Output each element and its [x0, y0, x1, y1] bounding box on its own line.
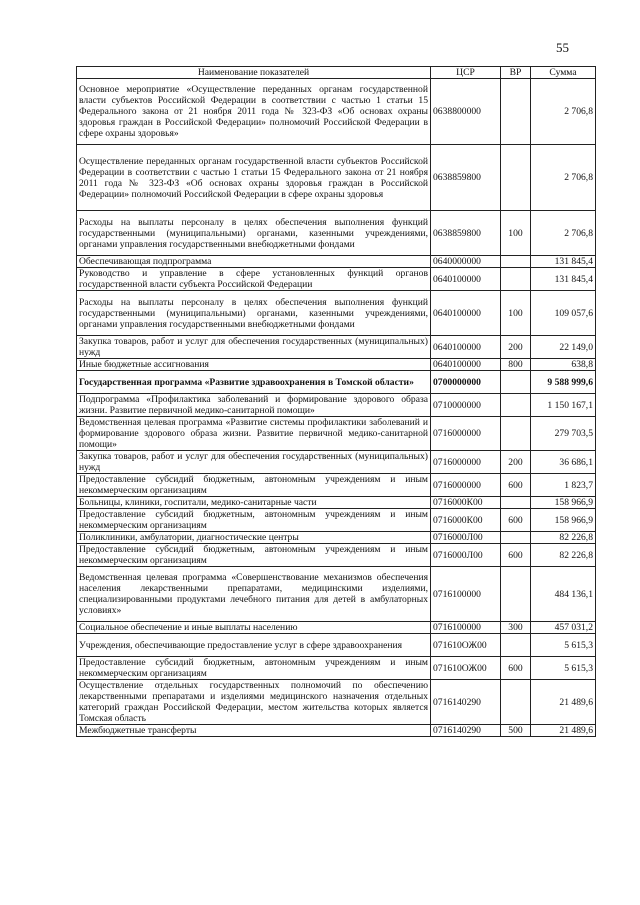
- row-sum: 2 706,8: [531, 79, 596, 145]
- row-csr: 0716000000: [431, 474, 501, 497]
- row-csr: 0638859800: [431, 145, 501, 211]
- row-sum: 82 226,8: [531, 532, 596, 544]
- row-sum: 21 489,6: [531, 680, 596, 725]
- table-row: [77, 336, 596, 359]
- row-vr: 600: [501, 657, 531, 680]
- row-name: Социальное обеспечение и иные выплаты населению: [77, 622, 431, 634]
- row-name: Предоставление субсидий бюджетным, автономным учреждениям и иным некоммерческим организациям: [77, 509, 431, 532]
- row-name: Осуществление переданных органам государственной власти субъектов Российской Федерации в соответствии с частью 1 статьи 15 Федерального закона от 21 ноября 2011 года № 323-ФЗ «Об основах охраны здоровья граждан в Российской Федерации» полномочий Российской Федерации в сфере охраны здоровья: [77, 145, 431, 211]
- row-vr: [501, 680, 531, 725]
- header-sum: Сумма: [531, 67, 596, 79]
- row-name: Закупка товаров, работ и услуг для обеспечения государственных (муниципальных) нужд: [77, 451, 431, 474]
- table-header-row: [77, 67, 596, 79]
- table-row: [77, 532, 596, 544]
- table-row: [77, 657, 596, 680]
- table-row: [77, 474, 596, 497]
- table-row: [77, 497, 596, 509]
- row-sum: 638,8: [531, 359, 596, 371]
- table-row: [77, 79, 596, 145]
- row-csr: 0716100000: [431, 622, 501, 634]
- row-vr: 500: [501, 725, 531, 737]
- row-vr: 800: [501, 359, 531, 371]
- row-vr: 600: [501, 544, 531, 567]
- table-row: [77, 622, 596, 634]
- row-csr: 0638800000: [431, 79, 501, 145]
- row-csr: 0716100000: [431, 567, 501, 622]
- row-csr: 0638859800: [431, 211, 501, 256]
- row-vr: 100: [501, 211, 531, 256]
- row-csr: 0700000000: [431, 371, 501, 394]
- row-sum: 22 149,0: [531, 336, 596, 359]
- table-row: [77, 211, 596, 256]
- table-row: [77, 256, 596, 268]
- row-sum: 131 845,4: [531, 256, 596, 268]
- row-csr: 0640100000: [431, 291, 501, 336]
- row-name: Предоставление субсидий бюджетным, автономным учреждениям и иным некоммерческим организациям: [77, 657, 431, 680]
- row-name: Предоставление субсидий бюджетным, автономным учреждениям и иным некоммерческим организациям: [77, 474, 431, 497]
- row-vr: 300: [501, 622, 531, 634]
- row-name: Закупка товаров, работ и услуг для обеспечения государственных (муниципальных) нужд: [77, 336, 431, 359]
- row-csr: 0716140290: [431, 680, 501, 725]
- row-sum: 5 615,3: [531, 634, 596, 657]
- table-row: [77, 634, 596, 657]
- row-vr: [501, 394, 531, 417]
- row-sum: 457 031,2: [531, 622, 596, 634]
- row-vr: [501, 634, 531, 657]
- row-name: Государственная программа «Развитие здравоохранения в Томской области»: [77, 371, 431, 394]
- row-csr: 0640100000: [431, 336, 501, 359]
- row-sum: 2 706,8: [531, 211, 596, 256]
- row-name: Иные бюджетные ассигнования: [77, 359, 431, 371]
- row-sum: 279 703,5: [531, 417, 596, 451]
- row-name: Межбюджетные трансферты: [77, 725, 431, 737]
- row-vr: [501, 497, 531, 509]
- row-csr: 0716000К00: [431, 497, 501, 509]
- row-csr: 0710000000: [431, 394, 501, 417]
- row-sum: 109 057,6: [531, 291, 596, 336]
- row-sum: 1 823,7: [531, 474, 596, 497]
- table-row: [77, 544, 596, 567]
- row-name: Руководство и управление в сфере установленных функций органов государственной власти субъекта Российской Федерации: [77, 268, 431, 291]
- table-row: [77, 371, 596, 394]
- row-vr: [501, 256, 531, 268]
- row-vr: 200: [501, 451, 531, 474]
- row-sum: 484 136,1: [531, 567, 596, 622]
- row-name: Расходы на выплаты персоналу в целях обеспечения выполнения функций государственными (муниципальными) органами, казенными учреждениями, органами управления государственными внебюджетными фондами: [77, 211, 431, 256]
- row-csr: 0716000К00: [431, 509, 501, 532]
- row-name: Предоставление субсидий бюджетным, автономным учреждениям и иным некоммерческим организациям: [77, 544, 431, 567]
- table-row: [77, 394, 596, 417]
- table-row: [77, 567, 596, 622]
- table-row: [77, 359, 596, 371]
- row-csr: 0716000000: [431, 417, 501, 451]
- row-vr: [501, 567, 531, 622]
- row-csr: 0716140290: [431, 725, 501, 737]
- row-sum: 5 615,3: [531, 657, 596, 680]
- row-vr: [501, 417, 531, 451]
- row-name: Поликлиники, амбулатории, диагностические центры: [77, 532, 431, 544]
- row-name: Осуществление отдельных государственных полномочий по обеспечению лекарственными препаратами и изделиями медицинского назначения отдельных категорий граждан Российской Федерации, местом жительства которых является Томская область: [77, 680, 431, 725]
- row-vr: [501, 371, 531, 394]
- budget-table: [76, 66, 596, 737]
- row-sum: 131 845,4: [531, 268, 596, 291]
- table-row: [77, 451, 596, 474]
- row-sum: 9 588 999,6: [531, 371, 596, 394]
- page-number: 55: [556, 40, 569, 55]
- row-sum: 1 150 167,1: [531, 394, 596, 417]
- row-name: Учреждения, обеспечивающие предоставление услуг в сфере здравоохранения: [77, 634, 431, 657]
- row-csr: 0716000000: [431, 451, 501, 474]
- row-vr: 600: [501, 474, 531, 497]
- table-row: [77, 268, 596, 291]
- row-vr: [501, 532, 531, 544]
- row-vr: [501, 268, 531, 291]
- table-row: [77, 509, 596, 532]
- header-vr: ВР: [501, 67, 531, 79]
- row-name: Основное мероприятие «Осуществление переданных органам государственной власти субъектов Российской Федерации в соответствии с частью 1 статьи 15 Федерального закона от 21 ноября 2011 года № 323-ФЗ «Об основах охраны здоровья граждан в Российской Федерации» полномочий Российской Федерации в сфере охраны здоровья»: [77, 79, 431, 145]
- row-csr: 0640100000: [431, 359, 501, 371]
- row-sum: 158 966,9: [531, 509, 596, 532]
- table-row: [77, 725, 596, 737]
- row-name: Подпрограмма «Профилактика заболеваний и формирование здорового образа жизни. Развитие первичной медико-санитарной помощи»: [77, 394, 431, 417]
- row-csr: 0640000000: [431, 256, 501, 268]
- row-csr: 0640100000: [431, 268, 501, 291]
- row-sum: 158 966,9: [531, 497, 596, 509]
- row-name: Обеспечивающая подпрограмма: [77, 256, 431, 268]
- header-name: Наименование показателей: [77, 67, 431, 79]
- row-sum: 2 706,8: [531, 145, 596, 211]
- row-vr: 100: [501, 291, 531, 336]
- row-csr: 071610ОЖ00: [431, 657, 501, 680]
- row-vr: 200: [501, 336, 531, 359]
- row-name: Расходы на выплаты персоналу в целях обеспечения выполнения функций государственными (муниципальными) органами, казенными учреждениями, органами управления государственными внебюджетными фондами: [77, 291, 431, 336]
- row-csr: 0716000Л00: [431, 544, 501, 567]
- row-sum: 21 489,6: [531, 725, 596, 737]
- row-vr: [501, 145, 531, 211]
- row-sum: 82 226,8: [531, 544, 596, 567]
- row-csr: 0716000Л00: [431, 532, 501, 544]
- table-row: [77, 680, 596, 725]
- header-csr: ЦСР: [431, 67, 501, 79]
- row-vr: [501, 79, 531, 145]
- row-vr: 600: [501, 509, 531, 532]
- row-name: Ведомственная целевая программа «Совершенствование механизмов обеспечения населения лекарственными препаратами, медицинскими изделиями, специализированными продуктами лечебного питания для детей в амбулаторных условиях»: [77, 567, 431, 622]
- row-sum: 36 686,1: [531, 451, 596, 474]
- table-row: [77, 417, 596, 451]
- row-name: Ведомственная целевая программа «Развитие системы профилактики заболеваний и формирование здорового образа жизни. Развитие первичной медико-санитарной помощи»: [77, 417, 431, 451]
- table-row: [77, 145, 596, 211]
- row-name: Больницы, клиники, госпитали, медико-санитарные части: [77, 497, 431, 509]
- table-row: [77, 291, 596, 336]
- row-csr: 071610ОЖ00: [431, 634, 501, 657]
